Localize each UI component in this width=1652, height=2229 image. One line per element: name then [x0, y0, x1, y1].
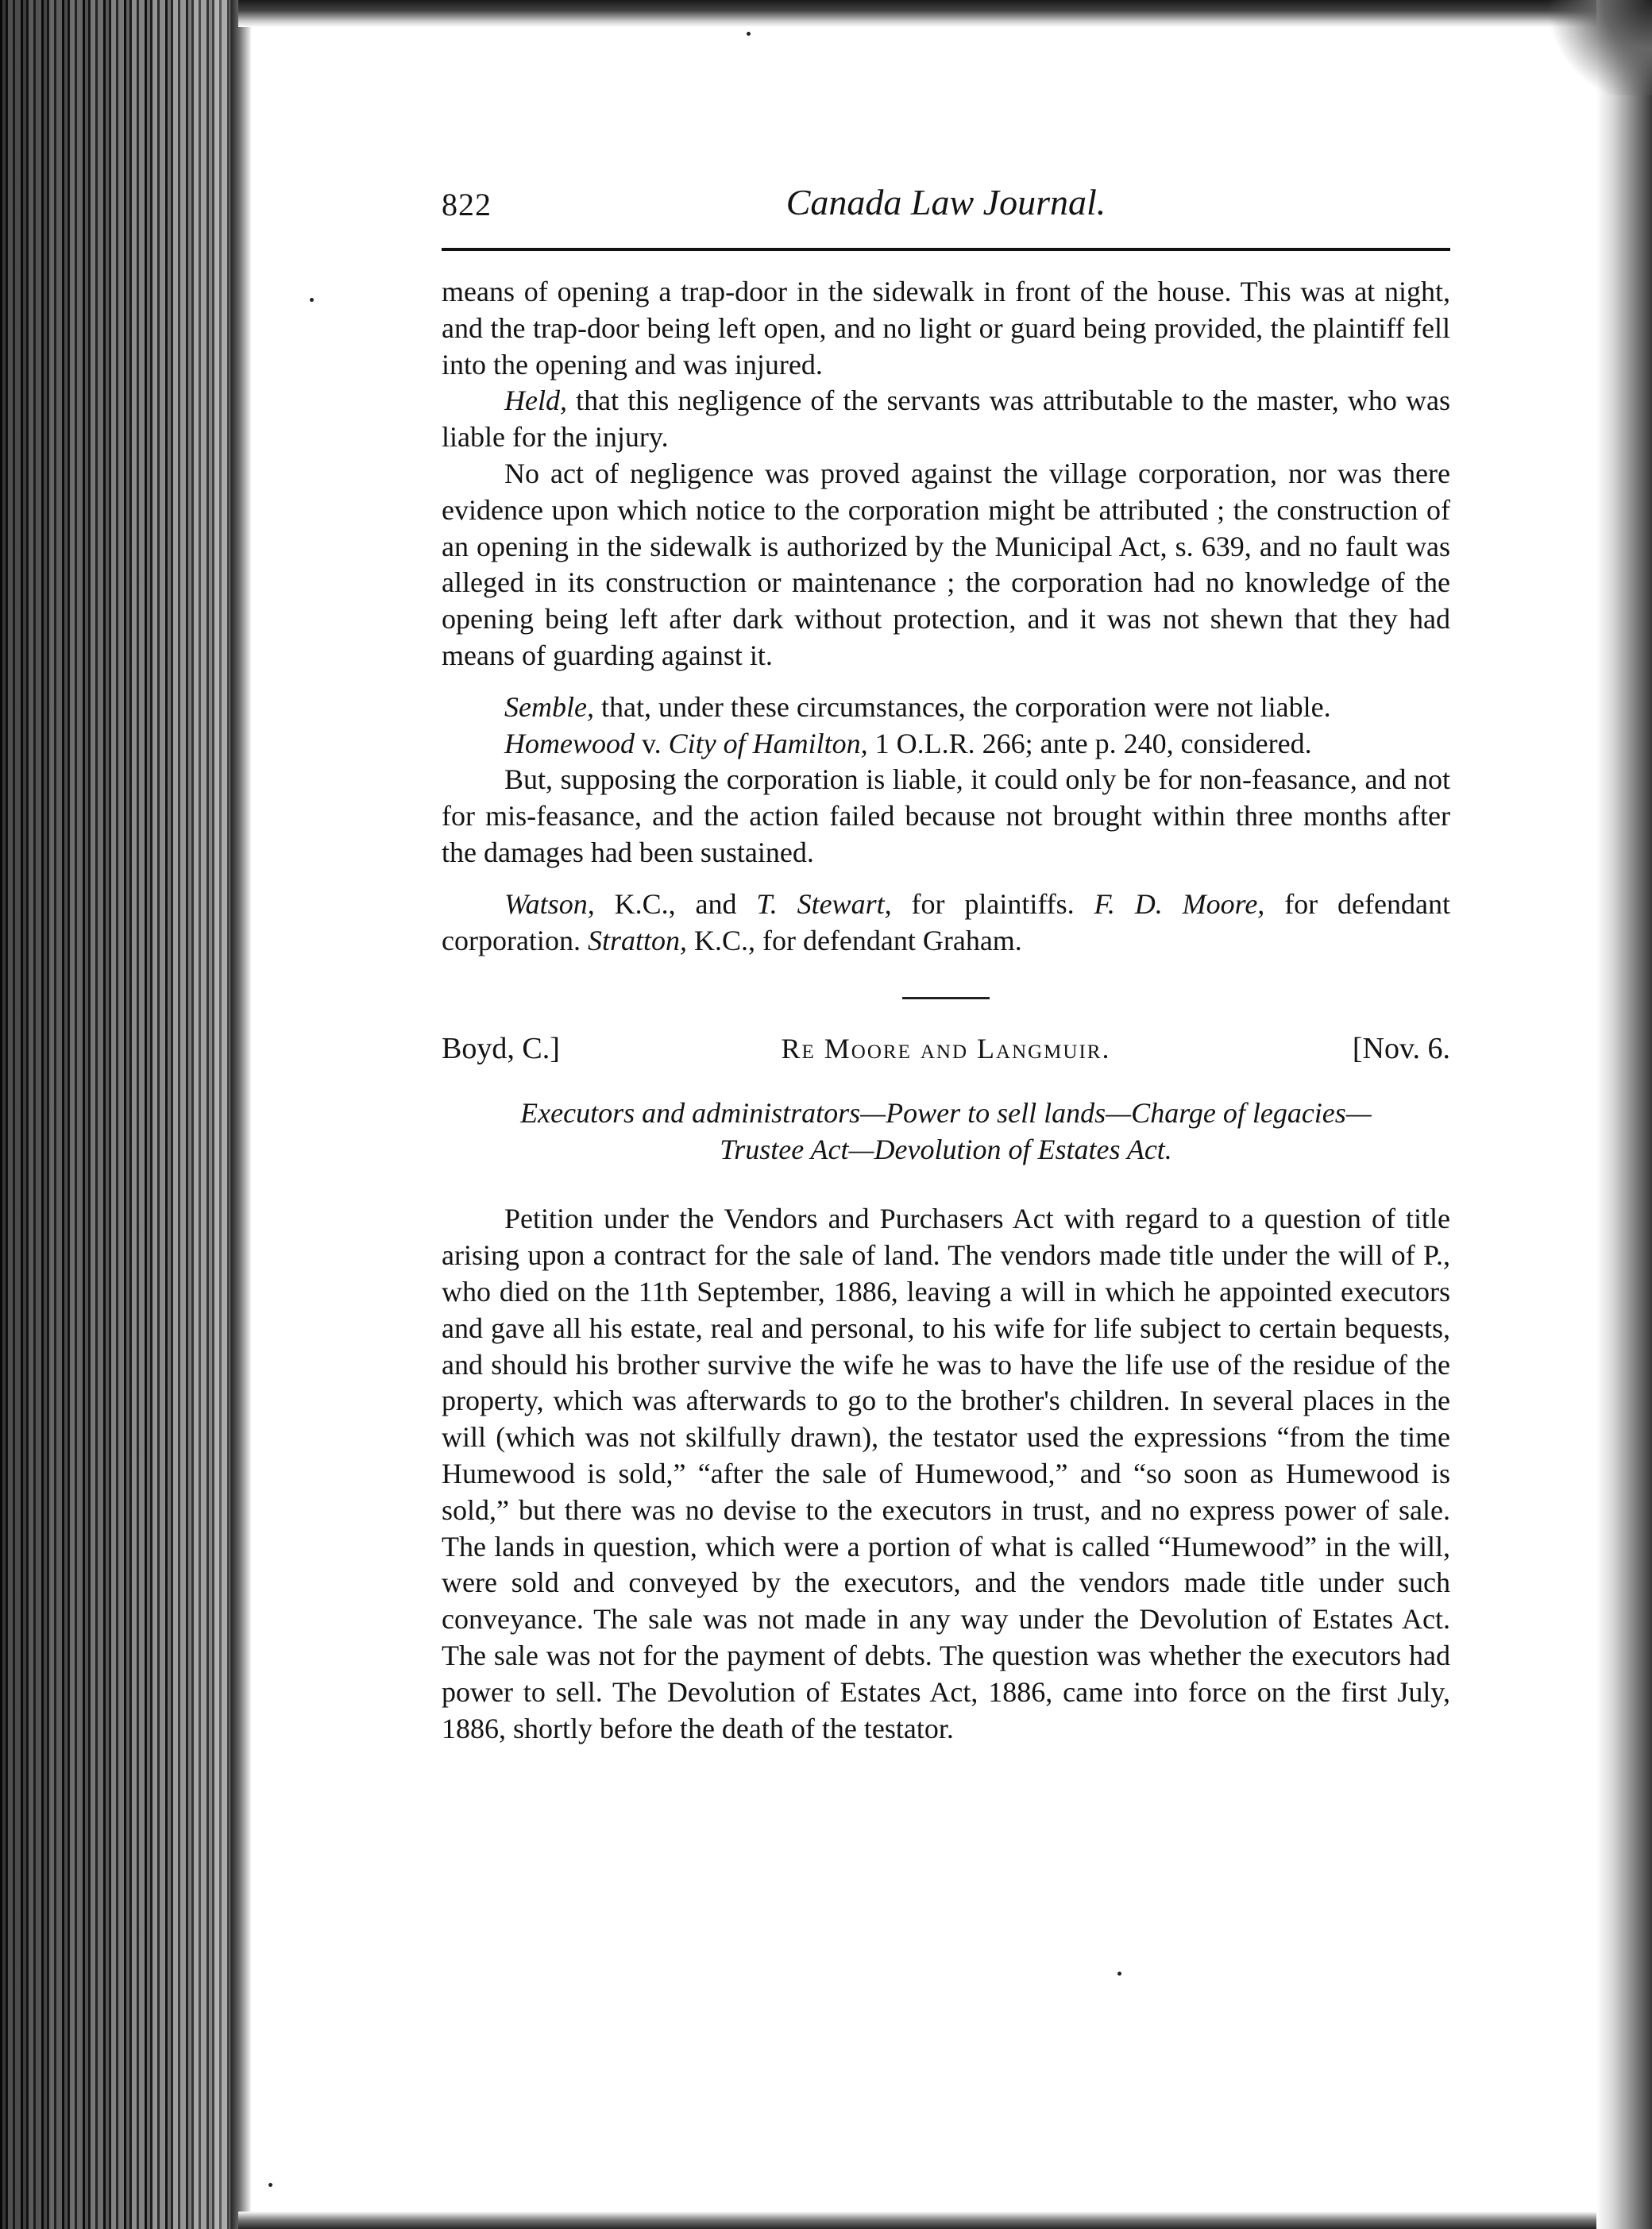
page-gutter-edge — [230, 0, 251, 2229]
journal-title: Canada Law Journal. — [785, 182, 1106, 222]
paragraph-continued: means of opening a trap-door in the sidewalk in front of the house. This was at night, and the trap-door being left open, and no light or guard being provided, the plaintiff fell into the opening and was injured. — [442, 276, 1450, 381]
counsel-name: T. Stewart, — [756, 887, 892, 920]
book-binding-shadow — [0, 0, 230, 2229]
page-top-edge-shadow — [238, 0, 1652, 27]
reference-plaintiff: Homewood — [504, 727, 635, 759]
paragraph-held — [442, 383, 1450, 456]
case-title: Re Moore and Langmuir. — [781, 1033, 1111, 1065]
counsel-text: K.C., for defendant Graham. — [686, 924, 1022, 956]
counsel-text: for defendant corporation. — [442, 887, 1450, 956]
case-separator-rule — [902, 997, 990, 999]
reference-citation: 1 O.L.R. 266; ante p. 240, considered. — [867, 727, 1312, 759]
scan-speck — [268, 2183, 272, 2187]
page-bottom-edge-shadow — [238, 2212, 1652, 2229]
header-rule — [442, 248, 1450, 251]
case-heading — [442, 1031, 1450, 1071]
paragraph-corporation: No act of negligence was proved against the village corporation, nor was there evidence upon which notice to the corporation might be attributed ; the construction of an opening in the sidewalk is authorized by the Municipal Act, s. 639, and no fault was alleged in its construction or maintenance ; the corporation had no knowledge of the opening being left after dark without protection, and it was not shewn that they had means of guarding against it. — [442, 457, 1450, 671]
reference-defendant: City of Hamilton, — [668, 727, 868, 759]
scan-speck — [1117, 1972, 1121, 1976]
running-header — [442, 181, 1450, 238]
semble-label: Semble, — [504, 690, 594, 723]
counsel-name: Stratton, — [587, 924, 687, 956]
paragraph-nonfeasance: But, supposing the corporation is liable, it could only be for non-feasance, and not for mis-feasance, and the action failed because not brought within three months after the damages had been sustained. — [442, 763, 1450, 868]
paragraph-reference — [442, 726, 1450, 763]
reference-v: v. — [635, 727, 669, 759]
page-right-edge-shadow — [1596, 0, 1652, 2229]
case-date: [Nov. 6. — [1352, 1032, 1450, 1066]
page-number: 822 — [442, 187, 492, 222]
catchwords-line-2: Trustee Act—Devolution of Estates Act. — [720, 1134, 1172, 1166]
judge-name: Boyd, C.] — [442, 1032, 560, 1066]
paragraph-semble — [442, 690, 1450, 726]
held-text: that this negligence of the servants was attributable to the master, who was liable for the injury. — [442, 384, 1450, 454]
page-corner-curl — [1549, 0, 1652, 95]
paragraph-petition: Petition under the Vendors and Purchasers Act with regard to a question of title arising upon a contract for the sale of land. The vendors made title under the will of P., who died on the 11th September, 1886, leaving a will in which he appointed executors and gave all his estate, real and personal, to his wife for life subject to certain bequests, and should his brother survive the wife he was to have the life use of the residue of the property, which was afterwards to go to the brother's children. In several places in the will (which was not skilfully drawn), the testator used the expressions “from the time Humewood is sold,” “after the sale of Humewood,” and “so soon as Humewood is sold,” but there was no devise to the executors in trust, and no express power of sale. The lands in question, which were a portion of what is called “Humewood” in the will, were sold and conveyed by the executors, and the vendors made title under such conveyance. The sale was not made in any way under the Devolution of Estates Act. The sale was not for the payment of debts. The question was whether the executors had power to sell. The Devolution of Estates Act, 1886, came into force on the first July, 1886, shortly before the death of the testator. — [442, 1203, 1450, 1744]
scan-speck — [310, 298, 314, 302]
catchwords — [442, 1095, 1450, 1168]
held-label: Held, — [504, 384, 567, 417]
text-column — [442, 274, 1450, 1747]
counsel-text: K.C., and — [594, 887, 757, 920]
semble-text: that, under these circumstances, the corporation were not liable. — [593, 690, 1331, 723]
counsel-name: Watson, — [504, 887, 595, 920]
paragraph-counsel — [442, 887, 1450, 960]
catchwords-line-1: Executors and administrators—Power to sell lands—Charge of legacies— — [520, 1097, 1372, 1130]
counsel-name: F. D. Moore, — [1094, 887, 1265, 920]
scan-speck — [747, 32, 751, 36]
counsel-text: for plaintiffs. — [891, 887, 1094, 920]
